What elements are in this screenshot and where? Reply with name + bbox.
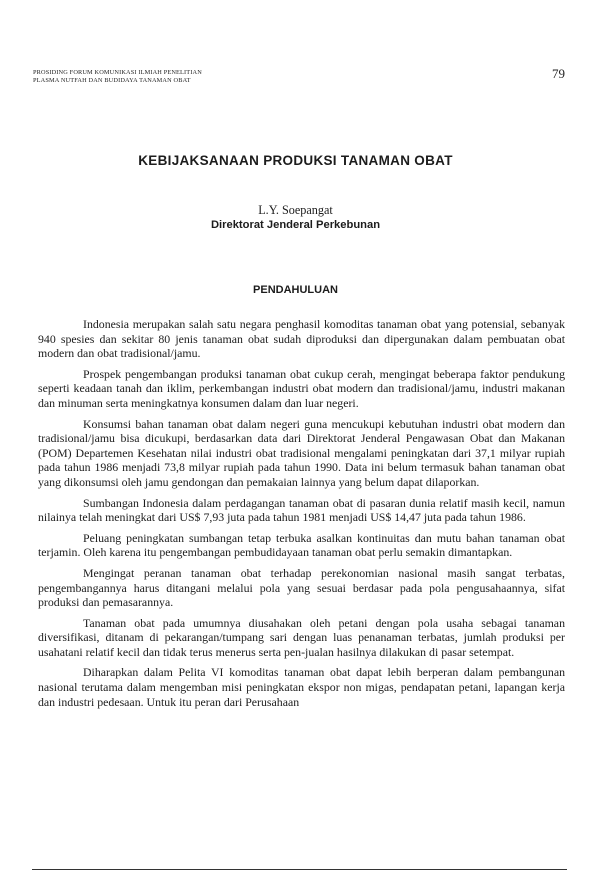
journal-title-line-1: PROSIDING FORUM KOMUNIKASI ILMIAH PENELITIAN xyxy=(33,69,202,76)
section-heading: PENDAHULUAN xyxy=(253,284,338,296)
footer-rule xyxy=(32,869,567,870)
page-number: 79 xyxy=(552,66,565,81)
paragraph: Mengingat peranan tanaman obat terhadap perekonomian nasional masih sangat terbatas, pengembangannya harus ditangani melalui pola yang sesuai berdasar pada pola pengusahaannya, sifat produksi dan pemasarannya. xyxy=(38,565,565,610)
paragraph: Diharapkan dalam Pelita VI komoditas tanaman obat dapat lebih berperan dalam pembangunan nasional terutama dalam mengemban misi peningkatan ekspor non migas, pendapatan petani, lapangan kerja dan industri pedesaan. Untuk itu peran dari Perusahaan xyxy=(38,665,565,709)
paragraph: Sumbangan Indonesia dalam perdagangan tanaman obat di pasaran dunia relatif masih kecil, namun nilainya telah meningkat dari US$ 7,93 juta pada tahun 1981 menjadi US$ 14,47 juta pada tahun 1986. xyxy=(38,495,565,525)
paragraph: Konsumsi bahan tanaman obat dalam negeri guna mencukupi kebutuhan industri obat modern dan tradisional/jamu bisa dicukupi, berdasarkan data dari Direktorat Jenderal Pengawasan Obat dan Makanan (POM) Departemen Kesehatan nilai industri obat tradisional mengalami peningkatan dari 37,1 milyar rupiah pada tahun 1986 menjadi 73,8 milyar rupiah pada tahun 1990. Data ini belum termasuk bahan tanaman obat yang dikonsumsi oleh jamu gendongan dan pemakaian lainnya yang belum dapat dilaporkan. xyxy=(38,416,565,489)
author-affiliation: Direktorat Jenderal Perkebunan xyxy=(210,219,381,231)
body-text xyxy=(38,317,565,715)
paragraph: Indonesia merupakan salah satu negara penghasil komoditas tanaman obat yang potensial, sebanyak 940 spesies dan sekitar 80 jenis tanaman obat sudah diproduksi dan dipergunakan dalam pembuatan obat modern dan obat tradisional/jamu. xyxy=(38,317,565,361)
paragraph: Tanaman obat pada umumnya diusahakan oleh petani dengan pola usaha sebagai tanaman diversifikasi, ditanam di pekarangan/tumpang sari dengan luas penanaman terbatas, jumlah produksi per usahatani relatif kecil dan tidak terus menerus serta pen-jualan hasilnya dilakukan di pasar setempat. xyxy=(38,615,565,659)
running-header xyxy=(33,69,202,86)
article-title: KEBIJAKSANAAN PRODUKSI TANAMAN OBAT xyxy=(138,153,453,168)
paragraph: Prospek pengembangan produksi tanaman obat cukup cerah, mengingat beberapa faktor pendukung seperti keadaan tanah dan iklim, perkembangan industri obat modern dan tradisional/jamu, industri makanan dan minuman serta meningkatnya konsumen dalam dan luar negeri. xyxy=(38,366,565,410)
paragraph: Peluang peningkatan sumbangan tetap terbuka asalkan kontinuitas dan mutu bahan tanaman obat terjamin. Oleh karena itu pengembangan pembudidayaan tanaman obat perlu semakin dimantapkan. xyxy=(38,530,565,560)
journal-title-line-2: PLASMA NUTFAH DAN BUDIDAYA TANAMAN OBAT xyxy=(33,77,191,85)
author-name: L.Y. Soepangat xyxy=(258,203,333,217)
